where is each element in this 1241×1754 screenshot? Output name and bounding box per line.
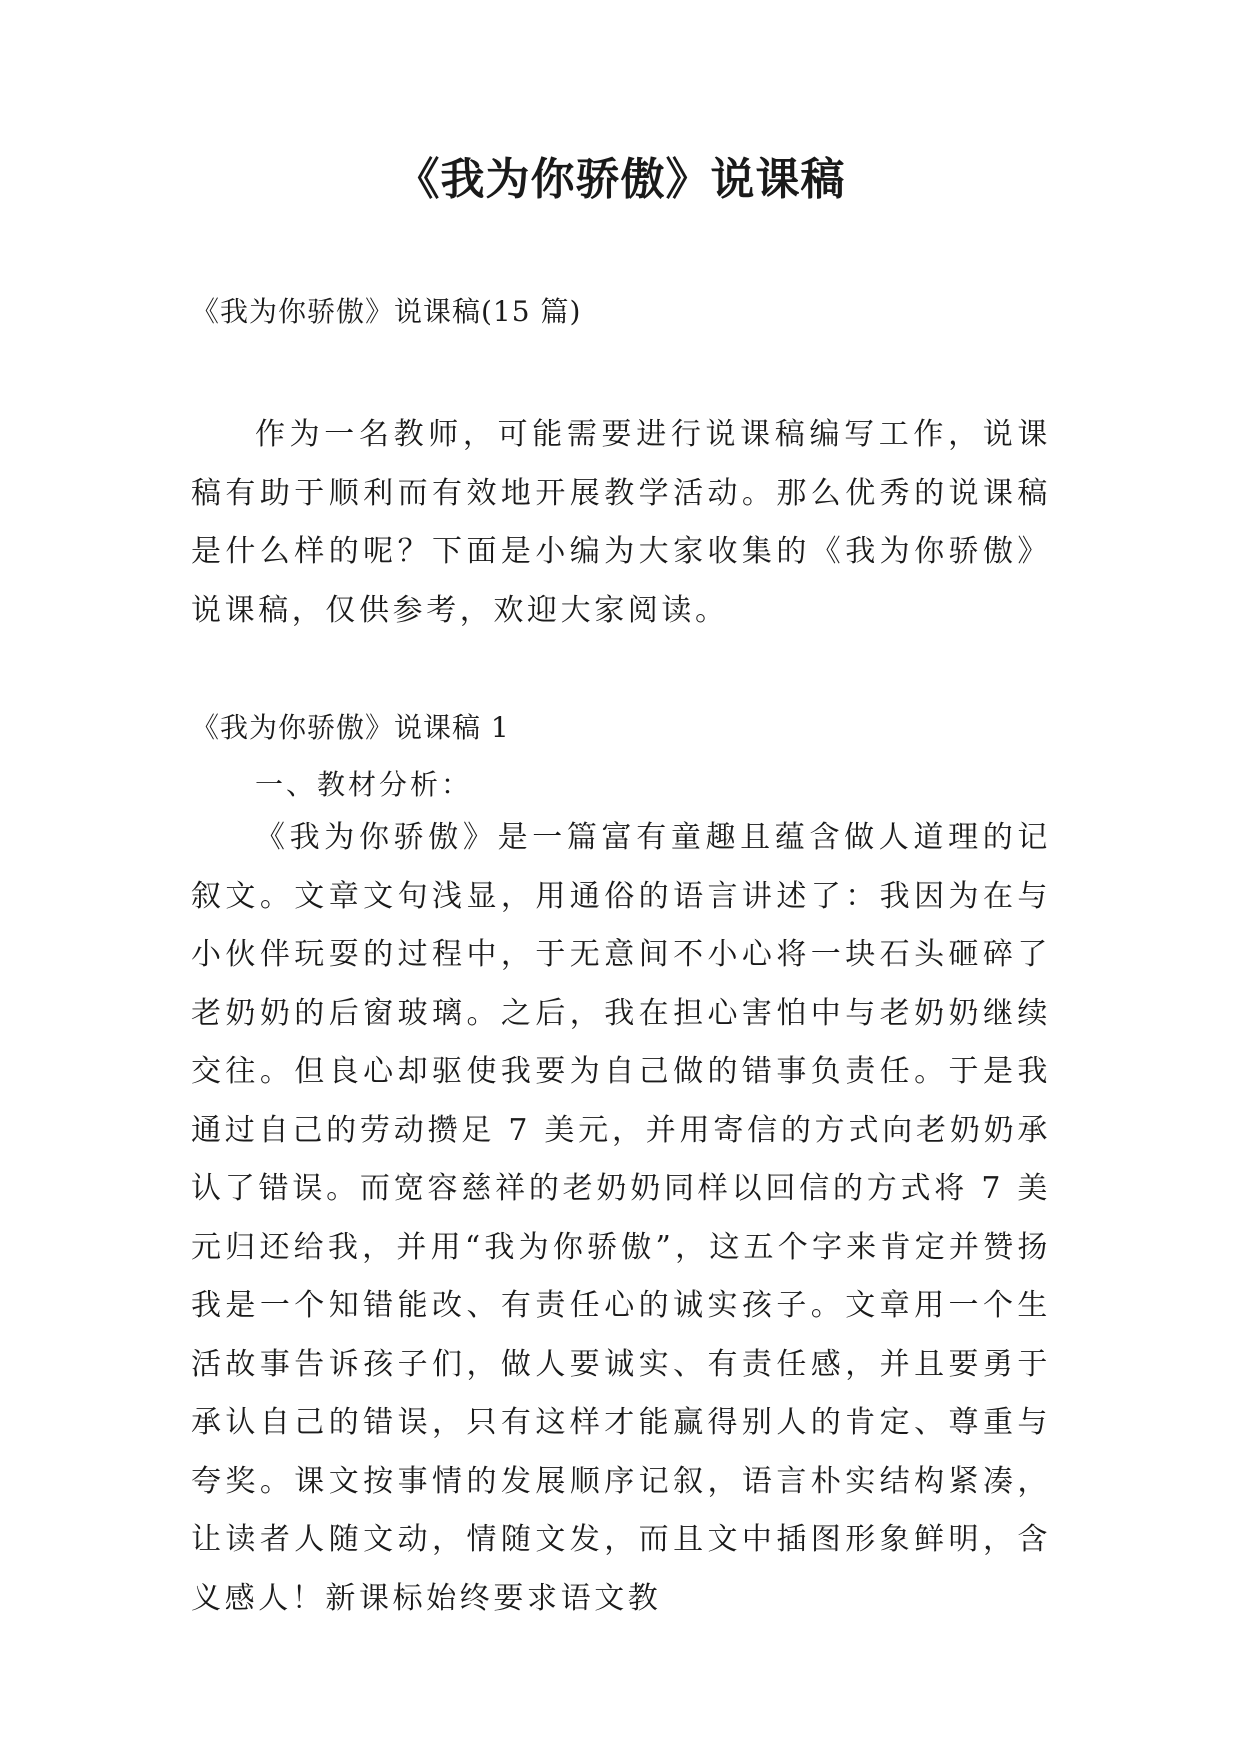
section-title: 《我为你骄傲》说课稿 1: [191, 711, 510, 744]
document-subtitle: 《我为你骄傲》说课稿(15 篇): [191, 295, 582, 328]
document-title: 《我为你骄傲》说课稿: [395, 154, 846, 205]
intro-paragraph: 作为一名教师，可能需要进行说课稿编写工作，说课稿有助于顺利而有效地开展教学活动。那么优秀的说课稿是什么样的呢？下面是小编为大家收集的《我为你骄傲》说课稿，仅供参考，欢迎大家阅读。: [191, 417, 1051, 628]
body-paragraph: 《我为你骄傲》是一篇富有童趣且蕴含做人道理的记叙文。文章文句浅显，用通俗的语言讲述了：我因为在与小伙伴玩耍的过程中，于无意间不小心将一块石头砸碎了老奶奶的后窗玻璃。之后，我在担心害怕中与老奶奶继续交往。但良心却驱使我要为自己做的错事负责任。于是我通过自己的劳动攒足 7 美元，并用寄信的方式向老奶奶承认了错误。而宽容慈祥的老奶奶同样以回信的方式将 7 美元归还给我，并用“我为你骄傲”，这五个字来肯定并赞扬我是一个知错能改、有责任心的诚实孩子。文章用一个生活故事告诉孩子们，做人要诚实、有责任感，并且要勇于承认自己的错误，只有这样才能赢得别人的肯定、尊重与夸奖。课文按事情的发展顺序记叙，语言朴实结构紧凑，让读者人随文动，情随文发，而且文中插图形象鲜明，含义感人！新课标始终要求语文教: [191, 820, 1051, 1616]
sub-heading: 一、教材分析：: [255, 768, 473, 801]
